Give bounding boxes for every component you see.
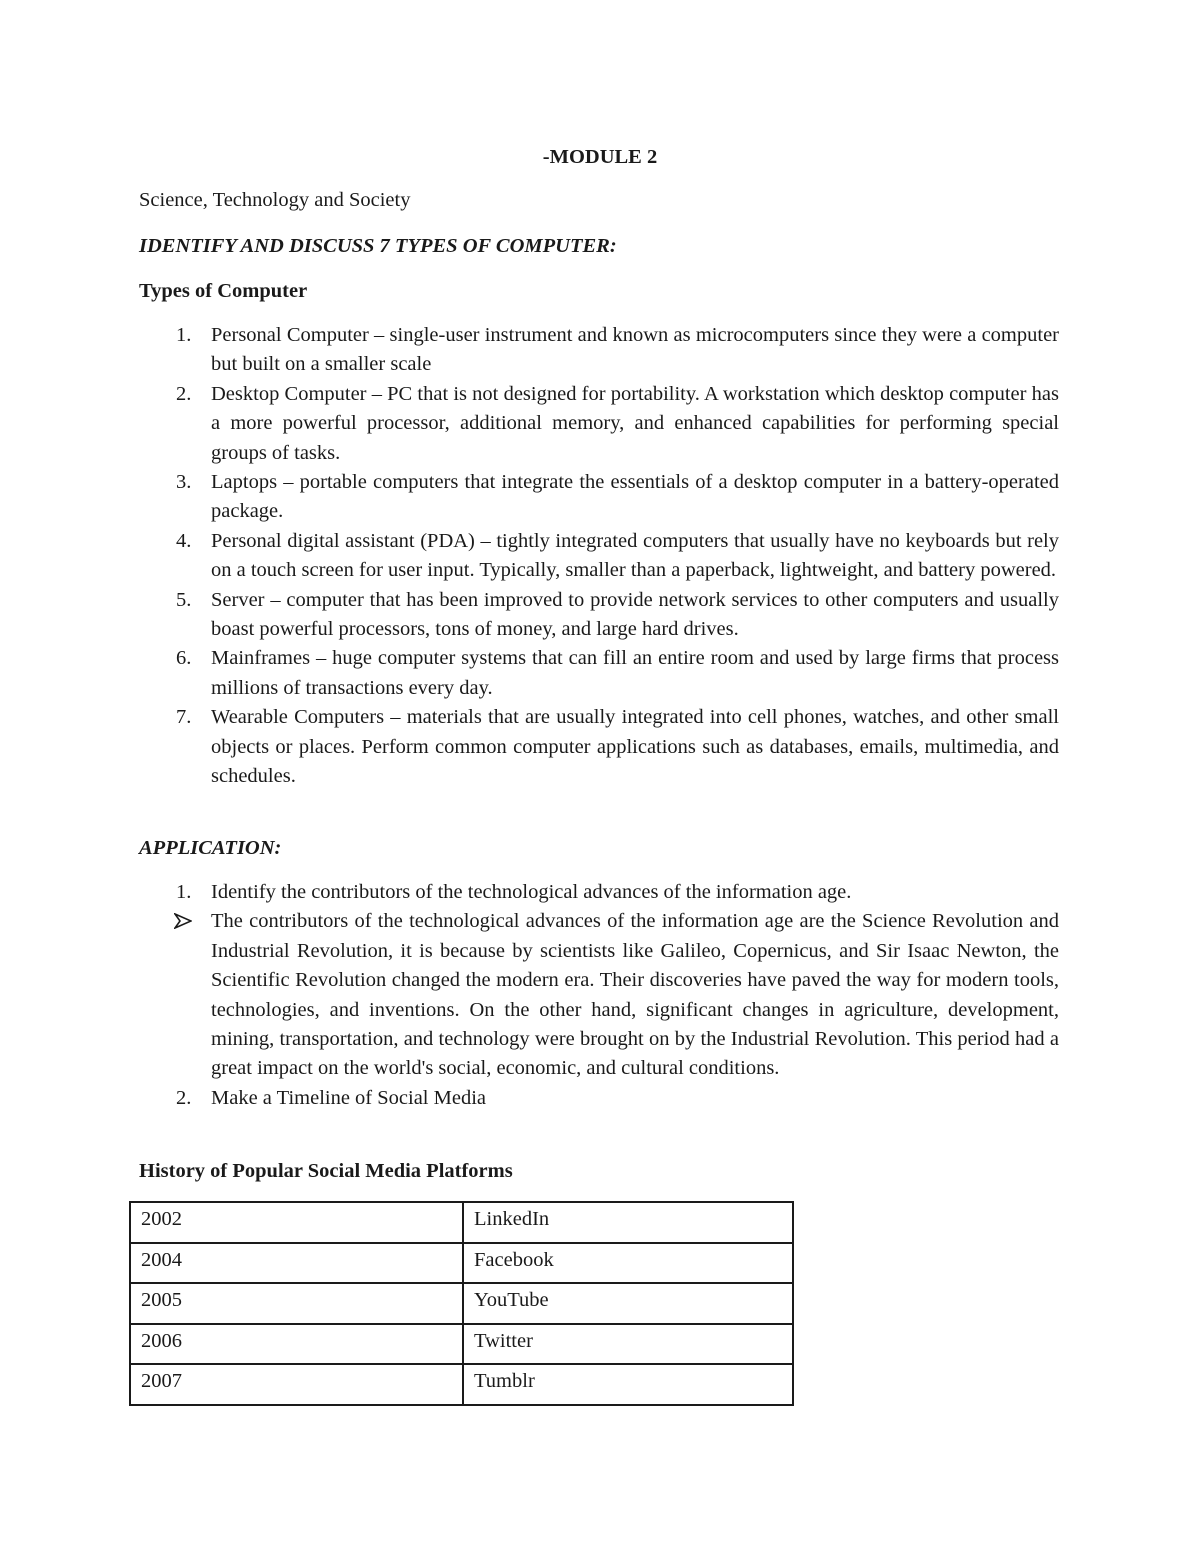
list-item (139, 468, 1059, 527)
year-cell: 2005 (130, 1283, 463, 1324)
list-number: 5. (176, 588, 192, 611)
list-item (139, 527, 1059, 586)
list-number: 6. (176, 647, 192, 670)
types-heading: Types of Computer (139, 280, 308, 302)
answer-item (139, 907, 1059, 1083)
platform-cell: Twitter (463, 1324, 793, 1365)
list-item-text: Personal digital assistant (PDA) – tightly integrated computers that usually have no keyboards but rely on a touch screen for user input. Typically, smaller than a paperback, lightweight, and battery powered. (211, 529, 1059, 582)
arrow-bullet-icon (174, 907, 192, 936)
platform-cell: Facebook (463, 1243, 793, 1284)
list-item (139, 644, 1059, 703)
list-item (139, 1084, 1059, 1113)
application-heading: APPLICATION: (139, 837, 282, 859)
list-item-text: Server – computer that has been improved to provide network services to other computers and usually boast powerful processors, tons of money, and large hard drives. (211, 588, 1059, 641)
year-cell: 2002 (130, 1202, 463, 1243)
year-cell: 2007 (130, 1364, 463, 1405)
list-number: 1. (176, 881, 192, 903)
list-item-text: Wearable Computers – materials that are usually integrated into cell phones, watches, and other small objects or places. Perform common computer applications such as databases, emails, multimedia, and schedules. (211, 706, 1059, 788)
platform-cell: LinkedIn (463, 1202, 793, 1243)
table-heading: History of Popular Social Media Platforms (139, 1160, 513, 1182)
list-item (139, 321, 1059, 380)
list-number: 4. (176, 529, 192, 552)
question-text: Make a Timeline of Social Media (211, 1086, 486, 1109)
list-item (139, 586, 1059, 645)
list-item-text: Personal Computer – single-user instrument and known as microcomputers since they were a computer but built on a smaller scale (211, 324, 1059, 376)
list-item (139, 878, 1059, 907)
subject-line: Science, Technology and Society (139, 189, 411, 211)
list-item-text: Laptops – portable computers that integrate the essentials of a desktop computer in a battery-operated package. (211, 471, 1059, 523)
table-row (130, 1243, 793, 1284)
table-row (130, 1283, 793, 1324)
question-text: Identify the contributors of the technological advances of the information age. (211, 881, 852, 903)
year-cell: 2004 (130, 1243, 463, 1284)
platform-cell: YouTube (463, 1283, 793, 1324)
social-media-timeline-table (129, 1201, 794, 1406)
list-number: 3. (176, 471, 192, 494)
list-number: 7. (176, 706, 192, 729)
module-title: -MODULE 2 (542, 146, 658, 168)
list-item-text: Desktop Computer – PC that is not designed for portability. A workstation which desktop computer has a more powerful processor, additional memory, and enhanced capabilities for performing special groups of tasks. (211, 382, 1059, 464)
types-list (139, 321, 1059, 792)
list-item (139, 380, 1059, 468)
platform-cell: Tumblr (463, 1364, 793, 1405)
list-number: 2. (176, 1086, 192, 1109)
year-cell: 2006 (130, 1324, 463, 1365)
table-row (130, 1324, 793, 1365)
task-heading: IDENTIFY AND DISCUSS 7 TYPES OF COMPUTER: (139, 235, 617, 257)
list-item-text: Mainframes – huge computer systems that can fill an entire room and used by large firms that process millions of transactions every day. (211, 647, 1059, 699)
answer-text: The contributors of the technological advances of the information age are the Science Revolution and Industrial Revolution, it is because by scientists like Galileo, Copernicus, and Sir Isaac Newton, the Scientific Revolution changed the modern era. Their discoveries have paved the way for modern tools, technologies, and inventions. On the other hand, significant changes in agriculture, development, mining, transportation, and technology were brought on by the Industrial Revolution. This period had a great impact on the world's social, economic, and cultural conditions. (211, 910, 1059, 1080)
table-row (130, 1202, 793, 1243)
application-list (139, 878, 1059, 1113)
list-number: 2. (176, 382, 192, 405)
list-item (139, 703, 1059, 791)
list-number: 1. (176, 324, 192, 346)
table-row (130, 1364, 793, 1405)
